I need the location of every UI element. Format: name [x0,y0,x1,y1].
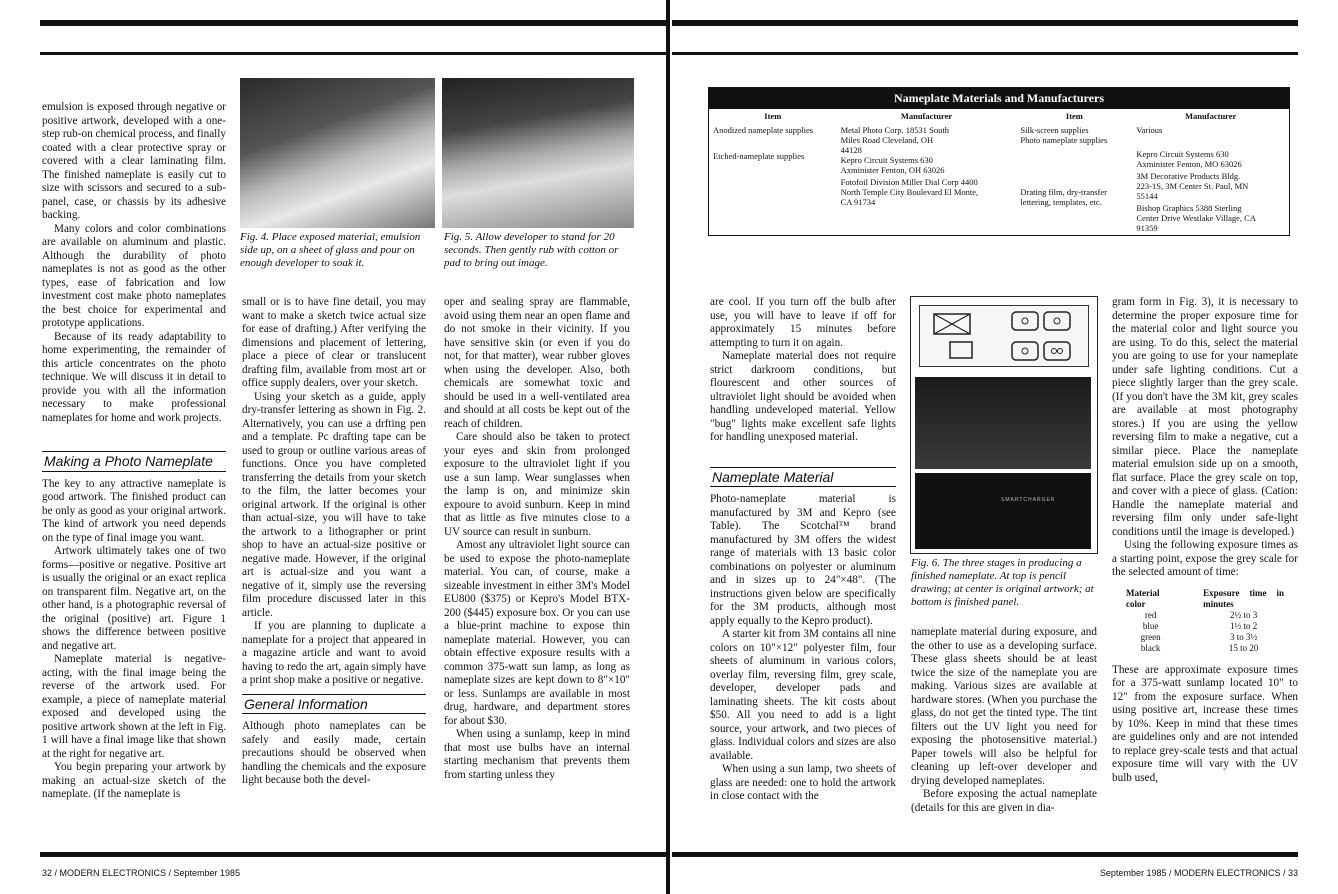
exposure-cell: black [1140,642,1161,653]
paragraph: Nameplate material does not require strict darkroom conditions, but flourescent and other sources of ultraviolet light should be avoided when handling undeveloped material. Yellow "bug" lights make excellent safe lights for handling unexposed material. [710,350,896,443]
exposure-cell: green [1140,631,1161,642]
paragraph: If you are planning to duplicate a nameplate for a project that appeared in a magazine article and want to avoid having to redo the art, again simply have a print shop make a positive or negative. [242,620,426,686]
exposure-cell: 2½ to 3 [1229,609,1258,620]
column-5 [911,626,1097,815]
paragraph: You begin preparing your artwork by making an actual-size sketch of the nameplate. (If the nameplate is [42,761,226,800]
table-header: Manufacturer [900,111,953,121]
paragraph: nameplate material during exposure, and the other to use as a developing surface. These glass sheets should be at least twice the size of the nameplate you are making. Various sizes are available at hardware stores. (When you purchase the glass, do not get the tinted type. The tint filters out the UV light you need for exposing the photosensitive material.) Paper towels will also be helpful for cleaning up left-over developer and drying developed nameplates. [911,626,1097,787]
table-cell: 3M Decorative Products Bldg. 223-1S, 3M Center St. Paul, MN 55144 [1136,171,1249,201]
table-cell: Kepro Circuit Systems 630 Axminister Fenton, OH 63026 [840,155,945,175]
exposure-header: Material color [1126,587,1160,609]
column-2 [242,296,426,788]
fig6-panel-label: SMARTCHARGER [1001,497,1056,503]
table-cell: Various [1136,125,1163,135]
paragraph: Nameplate material is negative-acting, with the final image being the reverse of the artwork used. For example, a piece of nameplate material exposed and developed using the positive artwork shown at the left in Fig. 1 will have a final image like that shown at the right for negative art. [42,653,226,760]
paragraph: Artwork ultimately takes one of two forms—positive or negative. Positive art is usually the original or an exact replica on transparent film. Negative art, on the other hand, is a photographic reversal of the original (positive) art. Figure 1 shows the difference between positive and negative art. [42,545,226,652]
column-1 [42,101,226,802]
exposure-cell: 1½ to 2 [1229,620,1258,631]
exposure-header: Exposure time in minutes [1203,587,1284,609]
table-title: Nameplate Materials and Manufacturers [709,88,1289,109]
table-cell: Kepro Circuit Systems 630 Axminister Fenton, MO 63026 [1136,149,1242,169]
finished-panel [915,473,1091,549]
paragraph: A starter kit from 3M contains all nine colors on 10"×12" polyester film, four sheets of aluminum in various colors, overlay film, reversing film, grey scale, developer, developer pads and laminating sheets. The kit costs about $50. All you need to add is a light source, your artwork, and two pieces of glass. Individual colors and sizes are also available. [710,628,896,762]
top-rule-right-2 [672,52,1298,55]
column-6 [1112,296,1298,785]
footer-right: September 1985 / MODERN ELECTRONICS / 33 [1099,868,1298,878]
bottom-rule-left [40,852,666,857]
fig4-photo [240,78,435,228]
paragraph: Because of its ready adaptability to home experimenting, the remainder of this article concentrates on the photo technique. We will discuss it in detail to provide you with all the information necessary to make professional nameplates for home and work projects. [42,330,226,424]
table-cell: Bishop Graphics 5388 Sterling Center Drive Westlake Village, CA 91359 [1136,203,1256,233]
paragraph: Care should also be taken to protect your eyes and skin from prolonged exposure to the ultraviolet light if you use a sun lamp. Wear sunglasses when the lamp is on, and minimize skin expoure to avoid sunburn. Keep in mind that as little as five minutes close to a UV source can result in sunburn. [444,431,630,538]
fig5-caption: Fig. 5. Allow developer to stand for 20 seconds. Then gently rub with cotton or pad to bring out image. [444,231,619,269]
paragraph: The key to any attractive nameplate is good artwork. The finished product can be only as good as your original artwork. The kind of artwork you need depends on the type of final image you want. [42,477,226,544]
table-cell: Fotofoil Division Miller Dial Corp 4400 North Temple City Boulevard El Monte, CA 91734 [840,177,979,207]
paragraph: Although photo nameplates can be safely and easily made, certain precautions should be observed when handling the chemicals and the exposure light because both the devel- [242,720,426,786]
top-rule-left-2 [40,52,666,55]
paragraph: small or is to have fine detail, you may want to make a sketch twice actual size for ease of drafting.) After verifying the dimensions and placement of lettering, place a piece of clear or translucent drafting film, available from most art or office supply dealers, over your sketch. [242,296,426,389]
paragraph: emulsion is exposed through negative or positive artwork, developed with a one-step rub-on chemical process, and finally coated with a clear protective spray or covered with a clear laminating film. The finished nameplate is easily cut to size with scissors and secured to a sub-panel, case, or chassis by its adhesive backing. [42,101,226,221]
table-header: Manufacturer [1185,111,1237,121]
paragraph: When using a sun lamp, two sheets of glass are needed: one to hold the artwork in close contact with the [710,763,896,802]
paragraph: Photo-nameplate material is manufactured by 3M and Kepro (see Table). The Scotchal™ brand manufactured by 3M offers the widest range of materials with 13 basic color combinations on polyester or aluminum and in sizes up to 24"×48". (The instructions given below are specifically for the 3M products, although most apply equally to the Kepro product). [710,493,896,627]
table-cell: Drating film, dry-transfer lettering, templates, etc. [1020,187,1108,207]
paragraph: Using the following exposure times as a starting point, expose the grey scale for the selected amount of time: [1112,539,1298,578]
original-artwork [915,377,1091,469]
paragraph: oper and sealing spray are flammable, avoid using them near an open flame and do not smoke in their vicinity. If you have sensitive skin (or even if you do not, for that matter), wear rubber gloves when using the developer. Also, both chemicals are somewhat toxic and should be used in a well-ventilated area and should at all costs be kept out of the reach of children. [444,296,630,430]
top-rule-left [40,20,666,26]
table-cell: Etched-nameplate supplies [713,151,805,161]
paragraph: are cool. If you turn off the bulb after use, you will have to leave if off for approximately 15 minutes before attempting to turn it on again. [710,296,896,349]
paragraph: Amost any ultraviolet light source can be used to expose the photo-nameplate material. You can, of course, make a sizeable investment in either 3M's Model EU800 ($375) or Kepro's Model BTX-200 ($445) exposure box. Or you can use a blue-print machine to expose thin nameplate material. However, you can obtain effective exposure results with a common 375-watt sun lamp, as long as nameplate sizes are kept down to 8"×10" or less. Sunlamps are available in most drug, hardware, and department stores for about $30. [444,539,630,727]
section-heading: Nameplate Material [710,467,896,488]
paragraph: When using a sunlamp, keep in mind that most use bulbs have an internal starting mechanism that prevents them from starting unless they [444,728,630,781]
exposure-cell: red [1144,609,1157,620]
pencil-drawing [919,305,1089,367]
paragraph: Before exposing the actual nameplate (details for this are given in dia- [911,788,1097,814]
fig6-caption: Fig. 6. The three stages in producing a finished nameplate. At top is pencil drawing; at center is original artwork; at bottom is finished panel. [911,557,1094,608]
table-cell: Anodized nameplate supplies [713,125,814,135]
table-header: Item [764,111,782,121]
exposure-cell: 3 to 3½ [1229,631,1258,642]
column-4 [710,296,896,804]
fig4-caption: Fig. 4. Place exposed material, emulsion side up, on a sheet of glass and pour on enough developer to soak it. [240,231,421,269]
table-cell: Metal Photo Corp. 18531 South Miles Road Cleveland, OH 44128 [840,125,949,155]
exposure-cell: 15 to 20 [1228,642,1259,653]
table-header: Item [1065,111,1083,121]
paragraph: Using your sketch as a guide, apply dry-transfer lettering as shown in Fig. 2. Alternatively, you can use a drfting pen and a template. Pc drafting tape can be used to group or outline various areas of functions. Once you have completed transferring the details from your sketch to the film, the latter becomes your original artwork. If the original is other than actual-size, you will have to take the artwork to a lithographer or print shop to have an actual-size positive or negative made. However, if the original art is actual-size and you want a negative of it, simply use the reversing film procedure discussed later in this article. [242,390,426,619]
fig6-photo [910,296,1098,554]
table-cell: Silk-screen supplies [1020,125,1089,135]
bottom-rule-right [672,852,1298,857]
paragraph: These are approximate exposure times for a 375-watt sunlamp located 10" to 12" from the exposure surface. When using positive art, increase these times by 10%. Keep in mind that these times are guidelines only and are not intended to replace grey-scale tests and that actual exposure time will vary with the UV bulb used, [1112,663,1298,784]
paragraph: Many colors and color combinations are available on aluminum and plastic. Although the durability of photo nameplates is not as good as the other types, ease of fabrication and low investment cost make photo nameplates the best choice for experimental and prototype applications. [42,222,226,329]
exposure-table [1112,588,1298,654]
materials-table [708,87,1290,236]
footer-left: 32 / MODERN ELECTRONICS / September 1985 [42,868,241,878]
column-3 [444,296,630,782]
top-rule-right [672,20,1298,26]
exposure-cell: blue [1142,620,1159,631]
paragraph: gram form in Fig. 3), it is necessary to determine the proper exposure time for the material color and light source you are using. To do this, select the material you are going to use for your nameplate under safe lighting conditions. Cut a piece slightly larger than the grey scale. (If you don't have the 3M kit, grey scales are available at most photography stores.) If you are using the yellow reversing film to make a negative, cut a similar piece. Place the nameplate material emulsion side up on a smooth, flat surface. Place the grey scale on top, and cover with a piece of glass. (Cation: Handle the nameplate material and reversing film only under safe-light conditions until the image is developed.) [1112,296,1298,538]
page-gutter [666,0,670,894]
section-heading: General Information [242,694,426,715]
table-cell: Photo nameplate supplies [1020,135,1108,145]
section-heading: Making a Photo Nameplate [42,451,226,472]
fig5-photo [442,78,634,228]
